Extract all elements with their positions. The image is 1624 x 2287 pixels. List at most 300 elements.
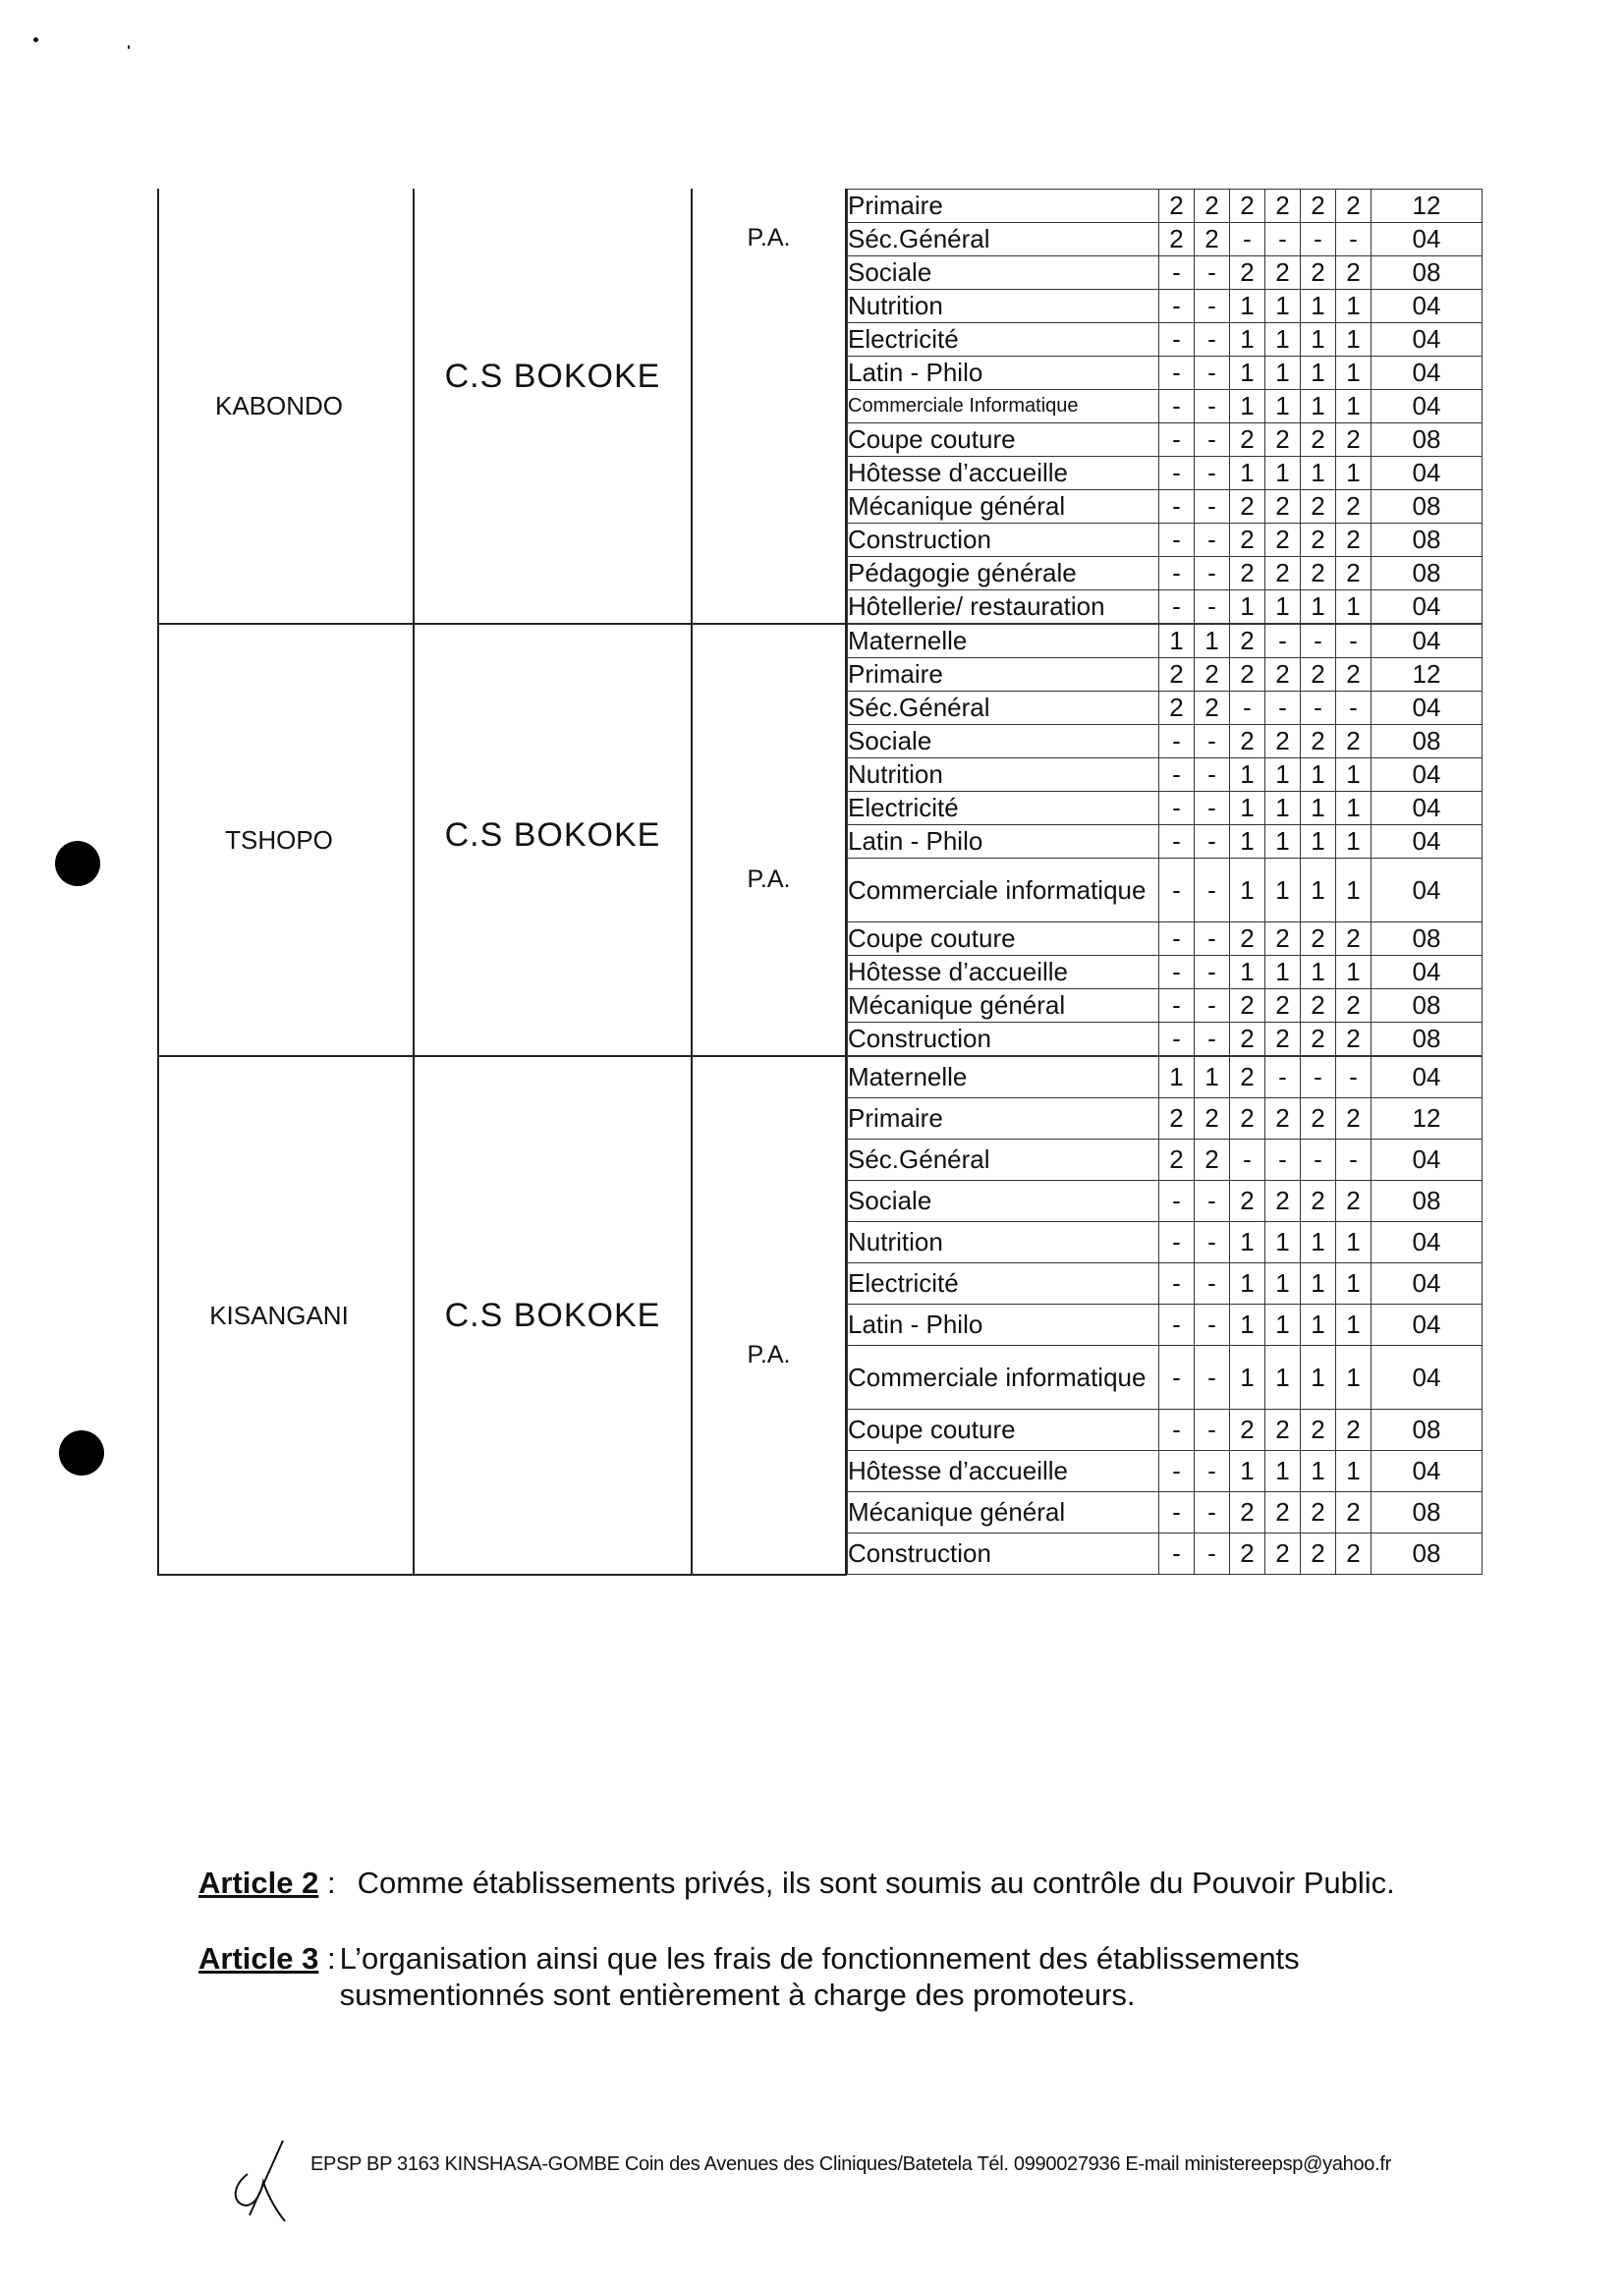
section-name: Hôtellerie/ restauration <box>848 590 1159 624</box>
class-count-cell: 2 <box>1265 1534 1301 1575</box>
class-count-cell: 2 <box>1336 190 1372 223</box>
class-count-cell: - <box>1159 590 1195 624</box>
class-count-cell: - <box>1159 922 1195 956</box>
class-count-cell: 1 <box>1265 1346 1301 1410</box>
class-count-cell: 1 <box>1336 357 1372 390</box>
class-count-cell: - <box>1336 625 1372 658</box>
class-count-cell: 1 <box>1230 859 1265 922</box>
class-count-cell: 2 <box>1265 1181 1301 1222</box>
class-count-cell: 2 <box>1265 725 1301 758</box>
class-count-cell: 2 <box>1159 658 1195 692</box>
section-name: Mécanique général <box>848 1492 1159 1534</box>
class-count-cell: 2 <box>1265 1492 1301 1534</box>
class-count-cell: 2 <box>1336 1410 1372 1451</box>
class-count-cell: 2 <box>1195 658 1230 692</box>
class-count-cell: 1 <box>1230 956 1265 989</box>
class-count-cell: - <box>1195 357 1230 390</box>
class-count-cell: 1 <box>1336 390 1372 423</box>
section-name: Hôtesse d’accueille <box>848 956 1159 989</box>
total-cell: 12 <box>1372 658 1483 692</box>
class-count-cell: 2 <box>1265 524 1301 557</box>
class-count-cell: - <box>1230 1140 1265 1181</box>
class-count-cell: 1 <box>1336 1346 1372 1410</box>
class-count-cell: - <box>1159 323 1195 357</box>
total-cell: 08 <box>1372 256 1483 290</box>
class-count-cell: - <box>1195 859 1230 922</box>
class-count-cell: - <box>1159 956 1195 989</box>
class-count-cell: 1 <box>1265 758 1301 792</box>
total-cell: 08 <box>1372 1492 1483 1534</box>
section-row <box>848 956 1483 989</box>
section-row <box>848 725 1483 758</box>
section-name: Séc.Général <box>848 692 1159 725</box>
section-row <box>848 625 1483 658</box>
total-cell: 04 <box>1372 825 1483 859</box>
class-count-cell: 1 <box>1265 956 1301 989</box>
class-count-cell: 1 <box>1265 290 1301 323</box>
section-row <box>848 792 1483 825</box>
class-count-cell: - <box>1301 1140 1336 1181</box>
section-name: Electricité <box>848 1263 1159 1305</box>
class-count-cell: - <box>1195 1023 1230 1056</box>
section-name: Latin - Philo <box>848 1305 1159 1346</box>
section-name: Sociale <box>848 1181 1159 1222</box>
section-row <box>848 658 1483 692</box>
total-cell: 04 <box>1372 1057 1483 1098</box>
section-row <box>848 490 1483 524</box>
class-count-cell: 1 <box>1265 825 1301 859</box>
total-cell: 12 <box>1372 190 1483 223</box>
class-count-cell: 1 <box>1230 1346 1265 1410</box>
class-count-cell: 2 <box>1301 989 1336 1023</box>
section-name: Commerciale informatique <box>848 1346 1159 1410</box>
class-count-cell: 2 <box>1265 989 1301 1023</box>
section-name: Electricité <box>848 323 1159 357</box>
class-count-cell: 2 <box>1301 423 1336 457</box>
class-count-cell: - <box>1336 692 1372 725</box>
total-cell: 04 <box>1372 1140 1483 1181</box>
total-cell: 04 <box>1372 692 1483 725</box>
class-count-cell: 1 <box>1301 323 1336 357</box>
class-count-cell: - <box>1195 490 1230 524</box>
section-name: Sociale <box>848 725 1159 758</box>
class-count-cell: 2 <box>1265 256 1301 290</box>
section-name: Nutrition <box>848 758 1159 792</box>
class-count-cell: 2 <box>1301 658 1336 692</box>
section-name: Hôtesse d’accueille <box>848 457 1159 490</box>
class-count-cell: 2 <box>1195 1140 1230 1181</box>
class-count-cell: - <box>1159 390 1195 423</box>
class-count-cell: 1 <box>1265 1451 1301 1492</box>
sections-table <box>847 624 1483 1056</box>
class-count-cell: 1 <box>1336 1222 1372 1263</box>
class-count-cell: 2 <box>1265 922 1301 956</box>
class-count-cell: 1 <box>1336 758 1372 792</box>
class-count-cell: - <box>1230 692 1265 725</box>
class-count-cell: 2 <box>1265 1410 1301 1451</box>
footer-address: EPSP BP 3163 KINSHASA-GOMBE Coin des Avenues des Cliniques/Batetela Tél. 0990027936 E-mail ministereepsp@yahoo.fr <box>310 2153 1391 2175</box>
class-count-cell: 1 <box>1336 323 1372 357</box>
schools-table <box>157 189 1482 1576</box>
section-row <box>848 590 1483 624</box>
class-count-cell: 2 <box>1159 1140 1195 1181</box>
class-count-cell: 2 <box>1230 524 1265 557</box>
class-count-cell: - <box>1195 457 1230 490</box>
class-count-cell: 2 <box>1265 658 1301 692</box>
section-name: Mécanique général <box>848 490 1159 524</box>
regime-cell: P.A. <box>692 624 846 1056</box>
article-3-text: L’organisation ainsi que les frais de fonctionnement des établissements susmentionnés sont entièrement à charge des promoteurs. <box>339 1941 1300 2012</box>
class-count-cell: 1 <box>1230 290 1265 323</box>
class-count-cell: - <box>1195 725 1230 758</box>
class-count-cell: 2 <box>1336 1023 1372 1056</box>
section-name: Commerciale Informatique <box>848 390 1159 423</box>
class-count-cell: - <box>1195 825 1230 859</box>
class-count-cell: 2 <box>1230 1057 1265 1098</box>
total-cell: 08 <box>1372 1534 1483 1575</box>
class-count-cell: - <box>1159 490 1195 524</box>
class-count-cell: - <box>1195 989 1230 1023</box>
section-row <box>848 1492 1483 1534</box>
class-count-cell: 1 <box>1265 323 1301 357</box>
class-count-cell: - <box>1336 1140 1372 1181</box>
class-count-cell: - <box>1301 223 1336 256</box>
total-cell: 08 <box>1372 725 1483 758</box>
class-count-cell: - <box>1195 758 1230 792</box>
class-count-cell: - <box>1301 625 1336 658</box>
class-count-cell: 1 <box>1336 956 1372 989</box>
class-count-cell: - <box>1159 1410 1195 1451</box>
class-count-cell: - <box>1195 1492 1230 1534</box>
section-row <box>848 758 1483 792</box>
scan-mark <box>128 45 130 49</box>
regime-cell: P.A. <box>692 189 846 624</box>
class-count-cell: - <box>1159 758 1195 792</box>
class-count-cell: 1 <box>1265 1305 1301 1346</box>
total-cell: 04 <box>1372 223 1483 256</box>
class-count-cell: 2 <box>1159 223 1195 256</box>
class-count-cell: 2 <box>1230 658 1265 692</box>
class-count-cell: 2 <box>1230 1098 1265 1140</box>
sections-table <box>847 189 1483 624</box>
class-count-cell: 1 <box>1336 1263 1372 1305</box>
class-count-cell: - <box>1195 290 1230 323</box>
section-row <box>848 1451 1483 1492</box>
section-row <box>848 1410 1483 1451</box>
class-count-cell: - <box>1159 1305 1195 1346</box>
section-name: Coupe couture <box>848 1410 1159 1451</box>
class-count-cell: 1 <box>1265 1222 1301 1263</box>
initials-signature <box>228 2137 297 2225</box>
total-cell: 04 <box>1372 758 1483 792</box>
class-count-cell: - <box>1195 256 1230 290</box>
class-count-cell: - <box>1159 792 1195 825</box>
class-count-cell: 2 <box>1230 1534 1265 1575</box>
punch-hole-top <box>55 841 100 886</box>
class-count-cell: - <box>1159 859 1195 922</box>
class-count-cell: 2 <box>1301 1492 1336 1534</box>
section-row <box>848 290 1483 323</box>
section-row <box>848 1181 1483 1222</box>
class-count-cell: 1 <box>1230 590 1265 624</box>
class-count-cell: 1 <box>1301 457 1336 490</box>
section-row <box>848 825 1483 859</box>
class-count-cell: 1 <box>1230 357 1265 390</box>
class-count-cell: 1 <box>1265 390 1301 423</box>
class-count-cell: 2 <box>1230 1181 1265 1222</box>
class-count-cell: 1 <box>1265 357 1301 390</box>
class-count-cell: - <box>1336 223 1372 256</box>
class-count-cell: 2 <box>1230 989 1265 1023</box>
class-count-cell: 2 <box>1230 725 1265 758</box>
section-row <box>848 557 1483 590</box>
total-cell: 04 <box>1372 792 1483 825</box>
section-row <box>848 692 1483 725</box>
class-count-cell: 2 <box>1336 1098 1372 1140</box>
class-count-cell: - <box>1159 557 1195 590</box>
class-count-cell: - <box>1159 1451 1195 1492</box>
class-count-cell: - <box>1301 1057 1336 1098</box>
class-count-cell: 1 <box>1230 758 1265 792</box>
section-row <box>848 1534 1483 1575</box>
total-cell: 08 <box>1372 490 1483 524</box>
class-count-cell: 2 <box>1336 1534 1372 1575</box>
scan-mark <box>33 37 38 42</box>
class-count-cell: 1 <box>1336 590 1372 624</box>
total-cell: 04 <box>1372 590 1483 624</box>
class-count-cell: 2 <box>1265 1023 1301 1056</box>
class-count-cell: 1 <box>1301 758 1336 792</box>
class-count-cell: - <box>1195 1534 1230 1575</box>
class-count-cell: 1 <box>1230 457 1265 490</box>
section-name: Construction <box>848 1534 1159 1575</box>
class-count-cell: 1 <box>1301 956 1336 989</box>
section-name: Maternelle <box>848 1057 1159 1098</box>
class-count-cell: 2 <box>1301 1023 1336 1056</box>
class-count-cell: 2 <box>1230 490 1265 524</box>
section-name: Construction <box>848 524 1159 557</box>
section-name: Mécanique général <box>848 989 1159 1023</box>
article-2-text: Comme établissements privés, ils sont soumis au contrôle du Pouvoir Public. <box>357 1866 1395 1900</box>
article-2 <box>198 1865 1466 1901</box>
class-count-cell: - <box>1301 692 1336 725</box>
class-count-cell: 1 <box>1265 859 1301 922</box>
class-count-cell: 2 <box>1336 423 1372 457</box>
class-count-cell: 2 <box>1265 423 1301 457</box>
class-count-cell: 1 <box>1230 825 1265 859</box>
class-count-cell: 2 <box>1301 725 1336 758</box>
class-count-cell: 2 <box>1230 557 1265 590</box>
total-cell: 04 <box>1372 357 1483 390</box>
class-count-cell: 1 <box>1230 323 1265 357</box>
class-count-cell: 2 <box>1230 1492 1265 1534</box>
class-count-cell: 1 <box>1336 859 1372 922</box>
class-count-cell: - <box>1195 1346 1230 1410</box>
section-row <box>848 1305 1483 1346</box>
class-count-cell: - <box>1195 1410 1230 1451</box>
total-cell: 04 <box>1372 290 1483 323</box>
class-count-cell: 2 <box>1159 190 1195 223</box>
school-block-row <box>158 189 1481 624</box>
class-count-cell: 2 <box>1336 725 1372 758</box>
class-count-cell: 2 <box>1159 692 1195 725</box>
section-row <box>848 423 1483 457</box>
class-count-cell: - <box>1230 223 1265 256</box>
class-count-cell: 2 <box>1230 190 1265 223</box>
class-count-cell: 2 <box>1336 490 1372 524</box>
section-name: Maternelle <box>848 625 1159 658</box>
class-count-cell: - <box>1159 1263 1195 1305</box>
class-count-cell: - <box>1265 1057 1301 1098</box>
class-count-cell: 1 <box>1301 390 1336 423</box>
class-count-cell: - <box>1195 922 1230 956</box>
article-2-label: Article 2 <box>198 1866 319 1900</box>
article-2-separator: : <box>318 1866 336 1900</box>
section-name: Latin - Philo <box>848 825 1159 859</box>
section-name: Coupe couture <box>848 922 1159 956</box>
regime-cell: P.A. <box>692 1056 846 1575</box>
class-count-cell: - <box>1195 1263 1230 1305</box>
class-count-cell: - <box>1265 625 1301 658</box>
class-count-cell: 2 <box>1336 922 1372 956</box>
school-block-row <box>158 624 1481 1056</box>
class-count-cell: 2 <box>1265 490 1301 524</box>
class-count-cell: 1 <box>1336 290 1372 323</box>
total-cell: 04 <box>1372 1305 1483 1346</box>
class-count-cell: - <box>1195 1222 1230 1263</box>
class-count-cell: 2 <box>1301 524 1336 557</box>
class-count-cell: 1 <box>1159 625 1195 658</box>
section-row <box>848 190 1483 223</box>
class-count-cell: 2 <box>1230 625 1265 658</box>
article-3-label: Article 3 <box>198 1941 319 1976</box>
class-count-cell: 2 <box>1301 490 1336 524</box>
class-count-cell: 2 <box>1336 1181 1372 1222</box>
class-count-cell: 1 <box>1195 1057 1230 1098</box>
class-count-cell: - <box>1195 423 1230 457</box>
class-count-cell: 2 <box>1336 557 1372 590</box>
class-count-cell: - <box>1336 1057 1372 1098</box>
total-cell: 04 <box>1372 1263 1483 1305</box>
class-count-cell: 2 <box>1301 190 1336 223</box>
section-name: Hôtesse d’accueille <box>848 1451 1159 1492</box>
total-cell: 08 <box>1372 1410 1483 1451</box>
class-count-cell: - <box>1265 223 1301 256</box>
section-name: Séc.Général <box>848 223 1159 256</box>
class-count-cell: 2 <box>1230 922 1265 956</box>
class-count-cell: 1 <box>1159 1057 1195 1098</box>
section-row <box>848 223 1483 256</box>
section-name: Electricité <box>848 792 1159 825</box>
class-count-cell: - <box>1159 825 1195 859</box>
section-cell <box>846 1056 1481 1575</box>
total-cell: 04 <box>1372 956 1483 989</box>
class-count-cell: - <box>1195 590 1230 624</box>
class-count-cell: 2 <box>1301 1534 1336 1575</box>
total-cell: 12 <box>1372 1098 1483 1140</box>
total-cell: 04 <box>1372 323 1483 357</box>
class-count-cell: 1 <box>1301 792 1336 825</box>
class-count-cell: 1 <box>1230 792 1265 825</box>
class-count-cell: - <box>1195 524 1230 557</box>
class-count-cell: 2 <box>1159 1098 1195 1140</box>
article-3-separator: : <box>318 1941 336 1976</box>
section-name: Nutrition <box>848 1222 1159 1263</box>
punch-hole-bottom <box>59 1430 104 1476</box>
school-name-cell: C.S BOKOKE <box>414 1056 692 1575</box>
class-count-cell: - <box>1159 290 1195 323</box>
class-count-cell: - <box>1159 457 1195 490</box>
total-cell: 08 <box>1372 1023 1483 1056</box>
class-count-cell: 1 <box>1265 590 1301 624</box>
class-count-cell: 2 <box>1336 989 1372 1023</box>
class-count-cell: 1 <box>1336 792 1372 825</box>
class-count-cell: 1 <box>1301 1305 1336 1346</box>
class-count-cell: 1 <box>1301 1222 1336 1263</box>
section-name: Coupe couture <box>848 423 1159 457</box>
class-count-cell: 2 <box>1230 423 1265 457</box>
section-row <box>848 357 1483 390</box>
class-count-cell: - <box>1195 557 1230 590</box>
section-name: Séc.Général <box>848 1140 1159 1181</box>
class-count-cell: 1 <box>1336 1451 1372 1492</box>
class-count-cell: - <box>1195 956 1230 989</box>
class-count-cell: 2 <box>1336 1492 1372 1534</box>
class-count-cell: 2 <box>1265 190 1301 223</box>
class-count-cell: 1 <box>1195 625 1230 658</box>
class-count-cell: - <box>1159 357 1195 390</box>
class-count-cell: 1 <box>1301 357 1336 390</box>
class-count-cell: - <box>1195 792 1230 825</box>
total-cell: 04 <box>1372 457 1483 490</box>
class-count-cell: - <box>1195 323 1230 357</box>
class-count-cell: - <box>1159 1534 1195 1575</box>
class-count-cell: 1 <box>1265 457 1301 490</box>
class-count-cell: - <box>1159 423 1195 457</box>
school-block-row <box>158 1056 1481 1575</box>
article-3-head <box>198 1940 336 2013</box>
total-cell: 08 <box>1372 423 1483 457</box>
section-row <box>848 1263 1483 1305</box>
class-count-cell: 1 <box>1230 1263 1265 1305</box>
class-count-cell: - <box>1159 1492 1195 1534</box>
class-count-cell: 1 <box>1301 859 1336 922</box>
province-cell: TSHOPO <box>158 624 414 1056</box>
class-count-cell: 2 <box>1230 1410 1265 1451</box>
class-count-cell: 2 <box>1301 1181 1336 1222</box>
class-count-cell: 2 <box>1195 692 1230 725</box>
class-count-cell: 2 <box>1301 557 1336 590</box>
section-row <box>848 1023 1483 1056</box>
class-count-cell: - <box>1265 692 1301 725</box>
section-row <box>848 922 1483 956</box>
class-count-cell: 2 <box>1301 922 1336 956</box>
class-count-cell: 1 <box>1301 1263 1336 1305</box>
class-count-cell: 1 <box>1230 1305 1265 1346</box>
section-row <box>848 989 1483 1023</box>
class-count-cell: 1 <box>1230 1451 1265 1492</box>
class-count-cell: - <box>1159 1023 1195 1056</box>
class-count-cell: 1 <box>1265 1263 1301 1305</box>
class-count-cell: - <box>1159 1346 1195 1410</box>
class-count-cell: 2 <box>1336 524 1372 557</box>
total-cell: 08 <box>1372 557 1483 590</box>
total-cell: 04 <box>1372 1222 1483 1263</box>
school-name-cell: C.S BOKOKE <box>414 189 692 624</box>
class-count-cell: - <box>1195 1305 1230 1346</box>
total-cell: 08 <box>1372 1181 1483 1222</box>
class-count-cell: 1 <box>1336 1305 1372 1346</box>
